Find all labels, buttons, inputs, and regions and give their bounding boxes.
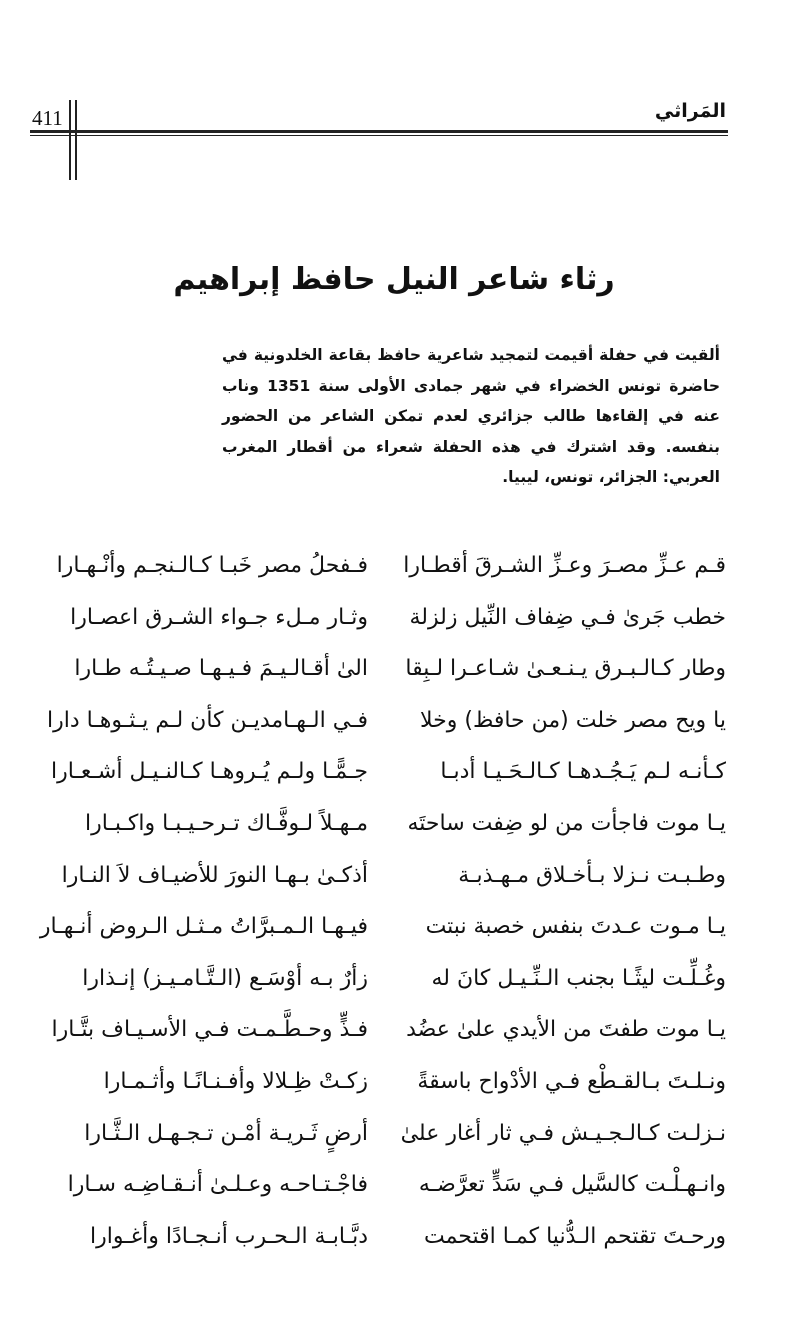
verse-second-hemistich: مـهـلاً لـوفَّـاك تـرحـيـبـا واكـبـارا (84, 810, 368, 836)
verse-row (0, 596, 788, 648)
verse-first-hemistich: نـزلـت كـالـجـيـش فـي ثار أغار علىٰ (400, 1120, 726, 1146)
verse-row (0, 1112, 788, 1164)
verse-first-hemistich: يا ويح مصر خلت (من حافظ) وخلا (420, 707, 726, 733)
verse-first-hemistich: وطار كـالـبـرق يـنـعـىٰ شـاعـرا لـبِقا (405, 656, 726, 682)
verse-row (0, 905, 788, 957)
page-header (0, 0, 788, 180)
verse-first-hemistich: قـم عـزِّ مصـرَ وعـزِّ الشـرقَ أقطـارا (403, 553, 726, 578)
verse-first-hemistich: وانـهـلْـت كالسَّيل فـي سَدٍّ تعرَّضـه (418, 1172, 726, 1198)
header-rule-thick (30, 130, 728, 133)
verse-second-hemistich: فـي الـهـامديـن كأن لـم يـثـوهـا دارا (47, 707, 368, 733)
page-number: 411 (32, 106, 63, 130)
verse-first-hemistich: ورحـتَ تقتحم الـدُّنيا كمـا اقتحمت (423, 1223, 726, 1249)
header-rule-thin (30, 135, 728, 136)
verse-row (0, 544, 788, 596)
verse-first-hemistich: يـا مـوت عـدتَ بنفس خصبة نبتت (425, 914, 726, 940)
verse-row (0, 957, 788, 1009)
verse-second-hemistich: جـمًّـا ولـم يُـروهـا كـالنـيـل أشـعـارا (50, 759, 368, 785)
verse-second-hemistich: أرضٍ ثَـريـة أمْـن تـجـهـل الـثَّـارا (84, 1120, 368, 1146)
verse-second-hemistich: دبَّـابـة الـحـرب أنـجـادًا وأغـوارا (89, 1223, 368, 1249)
verse-first-hemistich: يـا موت طفتَ من الأيدي علىٰ عضُد (406, 1017, 726, 1043)
verse-second-hemistich: الىٰ أقـالـيـمَ فـيـهـا صـيـتُـه طـارا (74, 656, 368, 682)
verse-first-hemistich: كـأنـه لـم يَـجُـدهـا كـالـحَـيـا أدبـا (440, 759, 726, 785)
running-head: المَراثي (654, 100, 726, 122)
verse-row (0, 647, 788, 699)
verse-first-hemistich: وطـبـت نـزلا بـأخـلاق مـهـذبـة (458, 862, 726, 888)
verse-second-hemistich: فاجْـتـاحـه وعـلـىٰ أنـقـاضِـه سـارا (67, 1172, 368, 1198)
verse-first-hemistich: خطب جَرىٰ فـي ضِفاف النِّيل زلزلة (409, 604, 726, 630)
verse-row (0, 750, 788, 802)
header-rule-vertical-2 (75, 100, 77, 180)
verse-first-hemistich: ونـلـتَ بـالقـطْع فـي الأدْواح باسقةً (417, 1068, 726, 1094)
poem-title: رثاء شاعر النيل حافظ إبراهيم (173, 262, 615, 297)
verse-row (0, 1215, 788, 1267)
verse-row (0, 802, 788, 854)
verse-first-hemistich: يـا موت فاجأت من لو ضِفت ساحتَه (407, 810, 726, 836)
verse-second-hemistich: وثـار مـلء جـواء الشـرق اعصـارا (70, 604, 368, 630)
header-rule-vertical-1 (69, 100, 71, 180)
verse-second-hemistich: زكـتْ ظِـلالا وأفـنـانًـا وأثـمـارا (103, 1068, 368, 1094)
verse-row (0, 1163, 788, 1215)
verse-first-hemistich: وغُـلِّـت ليثًـا بجنب الـنِّـيـل كانَ له (431, 965, 726, 991)
verse-row (0, 854, 788, 906)
verse-row (0, 699, 788, 751)
verse-row (0, 1008, 788, 1060)
verse-second-hemistich: فـفحلُ مصر خَبـا كـالـنجـم وأنْـهـارا (56, 553, 368, 578)
verse-second-hemistich: فيـهـا الـمـبرَّاتُ مـثـل الـروض أنـهـار (39, 914, 368, 940)
intro-paragraph: ألقيت في حفلة أقيمت لتمجيد شاعرية حافظ بقاعة الخلدونية في حاضرة تونس الخضراء في شهر جمادى الأولى سنة 1351 وناب عنه في إلقاءها طالب جزائري لعدم تمكن الشاعر من الحضور بنفسه. وقد اشترك في هذه الحفلة شعراء من أقطار المغرب العربي: الجزائر، تونس، ليبيا. (222, 346, 721, 486)
verse-second-hemistich: زأرٌ بـه أوْسَـع (الـتَّـامـيـز) إنـذارا (82, 965, 368, 991)
verse-second-hemistich: أذكـىٰ بـهـا النورَ للأضيـاف لاَ النـارا (61, 862, 368, 888)
verse-row (0, 1060, 788, 1112)
verse-second-hemistich: فـذٍّ وحـطَّـمـت فـي الأسـيـاف بتَّـارا (51, 1017, 368, 1043)
poem-body (0, 544, 788, 1266)
